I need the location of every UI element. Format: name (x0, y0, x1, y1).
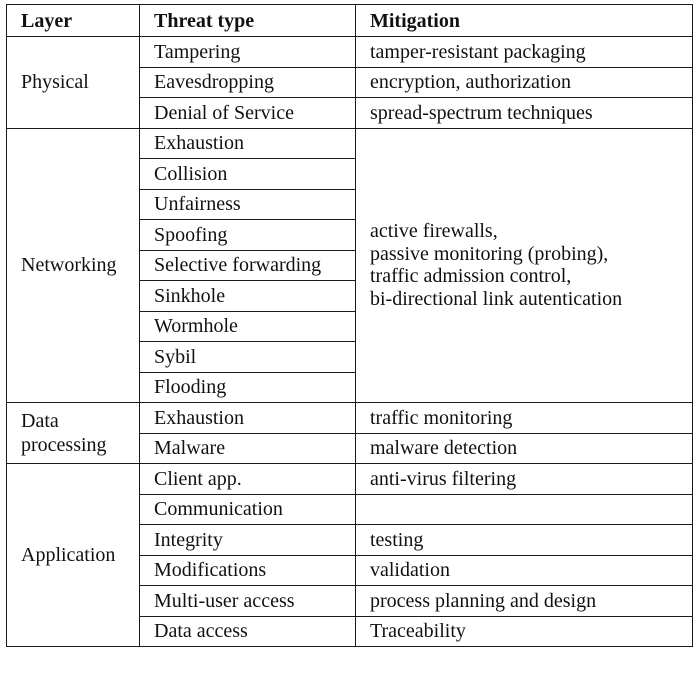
mitigation-line: bi-directional link autentication (370, 287, 623, 310)
mitigation-cell: traffic monitoring (356, 403, 693, 434)
threat-cell: Collision (140, 159, 356, 190)
threat-cell: Unfairness (140, 189, 356, 220)
table-body (7, 37, 693, 647)
mitigation-cell: Traceability (356, 616, 693, 647)
layer-cell (7, 128, 140, 403)
threat-cell: Data access (140, 616, 356, 647)
mitigation-cell: encryption, authorization (356, 67, 693, 98)
mitigation-cell: spread-spectrum techniques (356, 98, 693, 129)
threat-cell: Spoofing (140, 220, 356, 251)
threat-cell: Eavesdropping (140, 67, 356, 98)
layer-label: processing (21, 434, 107, 456)
threat-cell: Multi-user access (140, 586, 356, 617)
layer-label: Physical (21, 71, 89, 94)
header-row (7, 5, 693, 37)
mitigation-cell: process planning and design (356, 586, 693, 617)
threat-cell: Communication (140, 494, 356, 525)
table-row (7, 403, 693, 434)
layer-cell (7, 403, 140, 464)
mitigation-cell (356, 494, 693, 525)
header-threat-type: Threat type (140, 5, 356, 37)
threat-cell: Sinkhole (140, 281, 356, 312)
layer-label: Application (21, 544, 116, 566)
threat-cell: Tampering (140, 37, 356, 68)
threat-mitigation-table (6, 4, 693, 647)
mitigation-cell: malware detection (356, 433, 693, 464)
mitigation-cell: validation (356, 555, 693, 586)
table-row (7, 37, 693, 68)
threat-cell: Flooding (140, 372, 356, 403)
threat-cell: Modifications (140, 555, 356, 586)
threat-cell: Wormhole (140, 311, 356, 342)
table-row (7, 464, 693, 495)
threat-cell: Client app. (140, 464, 356, 495)
table-row (7, 128, 693, 159)
layer-label: Data (21, 410, 59, 432)
mitigation-cell: testing (356, 525, 693, 556)
mitigation-line: traffic admission control, (370, 265, 572, 288)
header-mitigation: Mitigation (356, 5, 693, 37)
mitigation-cell-shared (356, 128, 693, 403)
table-header (7, 5, 693, 37)
header-layer: Layer (7, 5, 140, 37)
mitigation-line: active firewalls, (370, 220, 498, 243)
mitigation-line: passive monitoring (probing), (370, 242, 609, 265)
threat-cell: Denial of Service (140, 98, 356, 129)
threat-cell: Integrity (140, 525, 356, 556)
threat-cell: Selective forwarding (140, 250, 356, 281)
threat-cell: Exhaustion (140, 403, 356, 434)
layer-cell (7, 464, 140, 647)
layer-cell (7, 37, 140, 129)
threat-cell: Exhaustion (140, 128, 356, 159)
threat-cell: Malware (140, 433, 356, 464)
threat-cell: Sybil (140, 342, 356, 373)
mitigation-cell: anti-virus filtering (356, 464, 693, 495)
layer-label: Networking (21, 254, 117, 277)
mitigation-cell: tamper-resistant packaging (356, 37, 693, 68)
